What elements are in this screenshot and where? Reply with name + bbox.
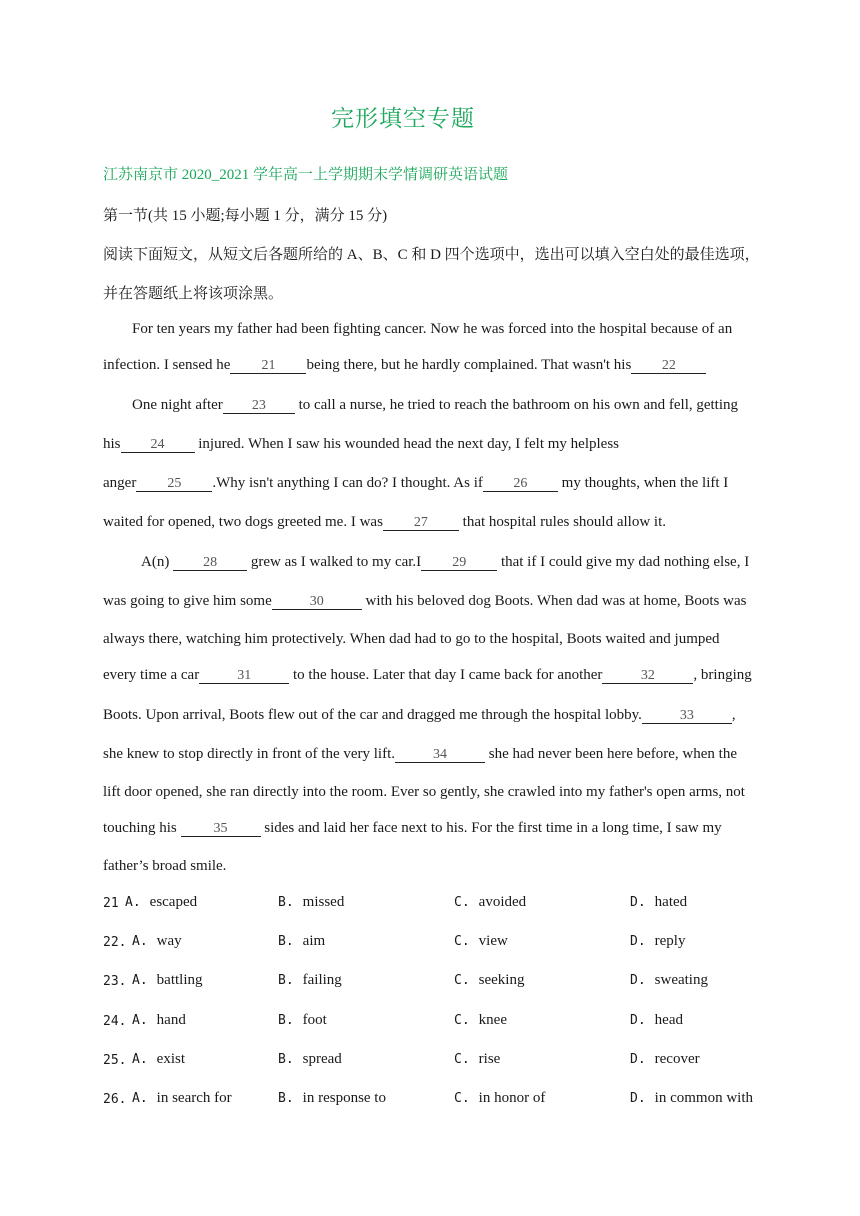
option-a[interactable]: A. exist (132, 1051, 185, 1067)
option-row-24 (103, 1012, 763, 1032)
option-b[interactable]: B. foot (278, 1012, 327, 1028)
option-d[interactable]: D. reply (630, 933, 686, 949)
passage-line: was going to give him some 30 with his beloved dog Boots. When dad was at home, Boots was (103, 593, 747, 609)
question-number: 23. (103, 974, 127, 989)
option-a[interactable]: A. battling (132, 972, 203, 988)
blank-35: 35 (181, 822, 261, 837)
option-c[interactable]: C. view (454, 933, 508, 949)
blank-22: 22 (631, 359, 706, 374)
option-b[interactable]: B. spread (278, 1051, 342, 1067)
option-d[interactable]: D. sweating (630, 972, 708, 988)
option-a[interactable]: A. escaped (125, 894, 198, 910)
blank-21: 21 (230, 359, 306, 374)
passage-line: anger 25 .Why isn't anything I can do? I thought. As if 26 my thoughts, when the lift I (103, 475, 729, 491)
question-number: 25. (103, 1053, 127, 1068)
passage-line: every time a car 31 to the house. Later that day I came back for another 32 , bringing (103, 667, 752, 683)
page-title: 完形填空专题 (331, 106, 475, 131)
question-number: 22. (103, 935, 127, 950)
option-c[interactable]: C. rise (454, 1051, 501, 1067)
option-b[interactable]: B. missed (278, 894, 345, 910)
option-row-26 (103, 1090, 763, 1110)
blank-30: 30 (272, 595, 362, 610)
option-b[interactable]: B. failing (278, 972, 342, 988)
option-row-22 (103, 933, 763, 953)
passage-line: For ten years my father had been fighting cancer. Now he was forced into the hospital because of an (132, 321, 733, 337)
option-row-23 (103, 972, 763, 992)
blank-34: 34 (395, 748, 485, 763)
option-row-25 (103, 1051, 763, 1071)
passage-line: Boots. Upon arrival, Boots flew out of the car and dragged me through the hospital lobby. 33 , (103, 707, 736, 723)
exam-source: 江苏南京市 2020_2021 学年高一上学期期末学情调研英语试题 (103, 167, 509, 183)
question-number: 24. (103, 1014, 127, 1029)
blank-23: 23 (223, 399, 295, 414)
passage-line: lift door opened, she ran directly into the room. Ever so gently, she crawled into my father's open arms, not (103, 784, 745, 800)
blank-33: 33 (642, 709, 732, 724)
blank-31: 31 (199, 669, 289, 684)
option-c[interactable]: C. in honor of (454, 1090, 546, 1106)
option-a[interactable]: A. hand (132, 1012, 186, 1028)
blank-25: 25 (136, 477, 212, 492)
option-d[interactable]: D. hated (630, 894, 688, 910)
passage-line: always there, watching him protectively. When dad had to go to the hospital, Boots waited and jumped (103, 631, 720, 647)
passage-line: father’s broad smile. (103, 858, 227, 874)
option-c[interactable]: C. knee (454, 1012, 507, 1028)
option-d[interactable]: D. head (630, 1012, 683, 1028)
option-a[interactable]: A. in search for (132, 1090, 232, 1106)
option-row-21 (103, 894, 763, 914)
blank-32: 32 (602, 669, 693, 684)
option-d[interactable]: D. recover (630, 1051, 700, 1067)
blank-29: 29 (421, 556, 497, 571)
blank-27: 27 (383, 516, 459, 531)
option-b[interactable]: B. in response to (278, 1090, 386, 1106)
passage-line: One night after 23 to call a nurse, he tried to reach the bathroom on his own and fell, getting (132, 397, 739, 413)
option-c[interactable]: C. avoided (454, 894, 527, 910)
passage-line: his 24 injured. When I saw his wounded head the next day, I felt my helpless (103, 436, 619, 452)
passage-line: infection. I sensed he 21 being there, but he hardly complained. That wasn't his 22 (103, 357, 706, 374)
option-a[interactable]: A. way (132, 933, 182, 949)
question-number: 21 (103, 896, 119, 911)
blank-26: 26 (483, 477, 558, 492)
passage-line: waited for opened, two dogs greeted me. I was 27 that hospital rules should allow it. (103, 514, 666, 530)
question-number: 26. (103, 1092, 127, 1107)
blank-28: 28 (173, 556, 247, 571)
option-b[interactable]: B. aim (278, 933, 326, 949)
passage-line: she knew to stop directly in front of the very lift. 34 she had never been here before, when the (103, 746, 737, 762)
blank-24: 24 (121, 438, 195, 453)
section-heading: 第一节(共 15 小题;每小题 1 分，满分 15 分) (103, 208, 388, 224)
passage-line: touching his 35 sides and laid her face next to his. For the first time in a long time, I saw my (103, 820, 722, 836)
instruction-line-2: 并在答题纸上将该项涂黑。 (103, 286, 284, 302)
instruction-line-1: 阅读下面短文，从短文后各题所给的 A、B、C 和 D 四个选项中，选出可以填入空白处的最佳选项， (103, 247, 760, 263)
option-d[interactable]: D. in common with (630, 1090, 753, 1106)
passage-line: A(n) 28 grew as I walked to my car.I 29 that if I could give my dad nothing else, I (141, 554, 750, 570)
option-c[interactable]: C. seeking (454, 972, 525, 988)
